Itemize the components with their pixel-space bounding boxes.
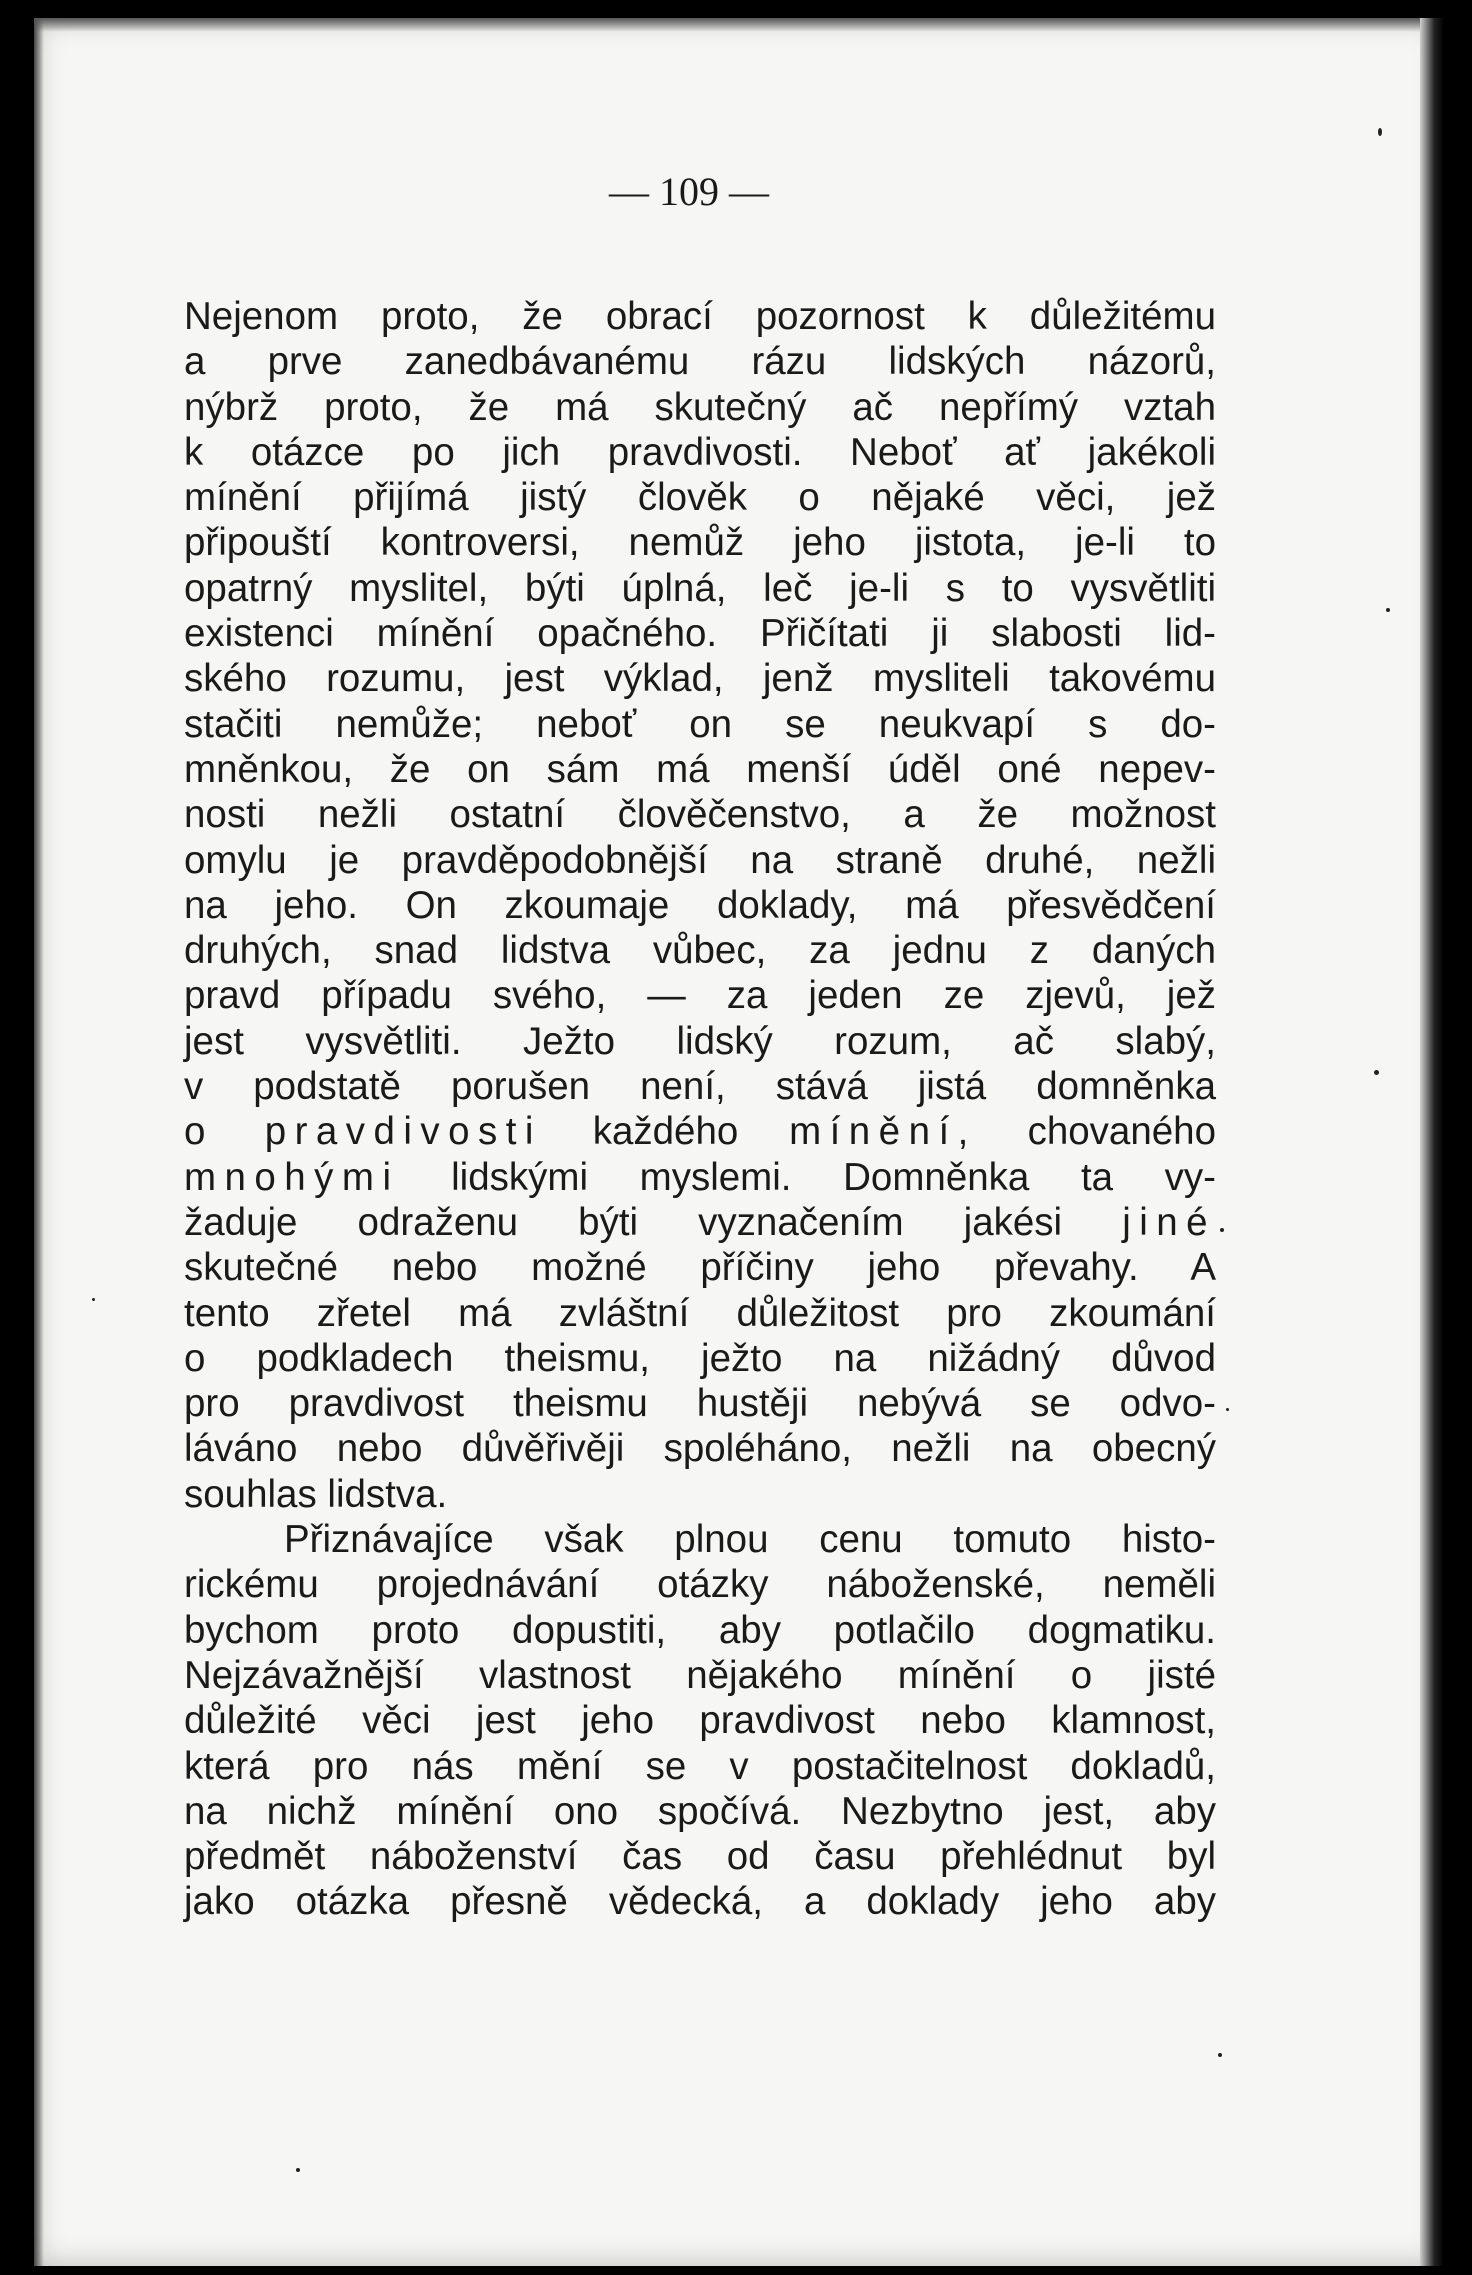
spaced-word: mínění, <box>789 1110 977 1154</box>
text-line: bychom proto dopustiti, aby potlačilo dogmatiku. <box>184 1608 1216 1652</box>
page-top-shadow <box>34 18 1444 32</box>
text-line: existenci mínění opačného. Přičítati ji slabosti lid- <box>184 612 1216 656</box>
text-line: tento zřetel má zvláštní důležitost pro zkoumání <box>184 1291 1216 1335</box>
page-right-edge <box>1420 18 1444 2266</box>
text-line: rickému projednávání otázky náboženské, neměli <box>184 1563 1216 1607</box>
speck <box>1386 608 1390 612</box>
text-line: která pro nás mění se v postačitelnost dokladů, <box>184 1744 1216 1788</box>
text-line: druhých, snad lidstva vůbec, za jednu z daných <box>184 929 1216 973</box>
speck <box>1220 1228 1224 1232</box>
text-line: nosti nežli ostatní člověčenstvo, a že možnost <box>184 793 1216 837</box>
page-left-shadow <box>34 18 44 2266</box>
text-line: o podkladech theismu, ježto na nižádný důvod <box>184 1336 1216 1380</box>
text-line: jako otázka přesně vědecká, a doklady jeho aby <box>184 1880 1216 1924</box>
text-line: stačiti nemůže; neboť on se neukvapí s do- <box>184 702 1216 746</box>
speck <box>1226 1408 1229 1411</box>
text-line: důležité věci jest jeho pravdivost nebo klamnost, <box>184 1699 1216 1743</box>
spaced-word: jiné <box>1122 1200 1216 1244</box>
text-word: chovaného <box>1027 1110 1216 1154</box>
spaced-word: mnohými <box>184 1155 400 1199</box>
speck <box>1374 1070 1379 1075</box>
paragraph-start-line: Přiznávajíce však plnou cenu tomuto histo- <box>284 1518 1216 1562</box>
text-line: předmět náboženství čas od času přehlédnut byl <box>184 1835 1216 1879</box>
text-word: žaduje odraženu býti vyznačením jakési <box>184 1200 1063 1244</box>
speck <box>1218 2053 1222 2057</box>
text-line: na nichž mínění ono spočívá. Nezbytno jest, aby <box>184 1789 1216 1833</box>
text-line: mněnkou, že on sám má menší úděl oné nepev- <box>184 747 1216 791</box>
speck <box>1378 128 1382 136</box>
text-line: Nejzávažnější vlastnost nějakého mínění o jisté <box>184 1653 1216 1697</box>
text-line-spaced <box>184 1200 1216 1245</box>
text-line: ského rozumu, jest výklad, jenž mysliteli takovému <box>184 657 1216 701</box>
text-line: láváno nebo důvěřivěji spoléháno, nežli na obecný <box>184 1427 1216 1471</box>
text-word: lidskými myslemi. Domněnka ta vy- <box>451 1155 1216 1199</box>
text-line: pro pravdivost theismu hustěji nebývá se odvo- <box>184 1382 1216 1426</box>
text-line: Nejenom proto, že obrací pozornost k důležitému <box>184 295 1216 338</box>
text-line: opatrný myslitel, býti úplná, leč je-li s to vysvětliti <box>184 566 1216 610</box>
text-line: a prve zanedbávanému rázu lidských názorů, <box>184 340 1216 384</box>
page-number: — 109 — <box>609 169 769 214</box>
spaced-word: o <box>184 1110 214 1154</box>
spaced-word: pravdivosti <box>264 1110 542 1154</box>
text-line: na jeho. On zkoumaje doklady, má přesvědčení <box>184 883 1216 927</box>
text-line-spaced <box>184 1155 1216 1200</box>
speck <box>296 2168 300 2172</box>
body-text <box>184 294 1216 1925</box>
text-line: připouští kontroversi, nemůž jeho jistota, je-li to <box>184 521 1216 565</box>
text-line: k otázce po jich pravdivosti. Neboť ať jakékoli <box>184 430 1216 474</box>
text-line: omylu je pravděpodobnější na straně druhé, nežli <box>184 838 1216 882</box>
text-line: nýbrž proto, že má skutečný ač nepřímý vztah <box>184 385 1216 429</box>
text-line: skutečné nebo možné příčiny jeho převahy. A <box>184 1246 1216 1290</box>
speck <box>92 1298 95 1301</box>
text-line: pravd případu svého, — za jeden ze zjevů, jež <box>184 974 1216 1018</box>
text-word: každého <box>592 1110 739 1154</box>
text-line: v podstatě porušen není, stává jistá domněnka <box>184 1065 1216 1109</box>
text-line: jest vysvětliti. Ježto lidský rozum, ač slabý, <box>184 1019 1216 1063</box>
paragraph-end-line: souhlas lidstva. <box>184 1472 448 1516</box>
text-line: mínění přijímá jistý člověk o nějaké věci, jež <box>184 476 1216 520</box>
text-line-spaced <box>184 1109 1216 1154</box>
book-page <box>34 18 1444 2266</box>
